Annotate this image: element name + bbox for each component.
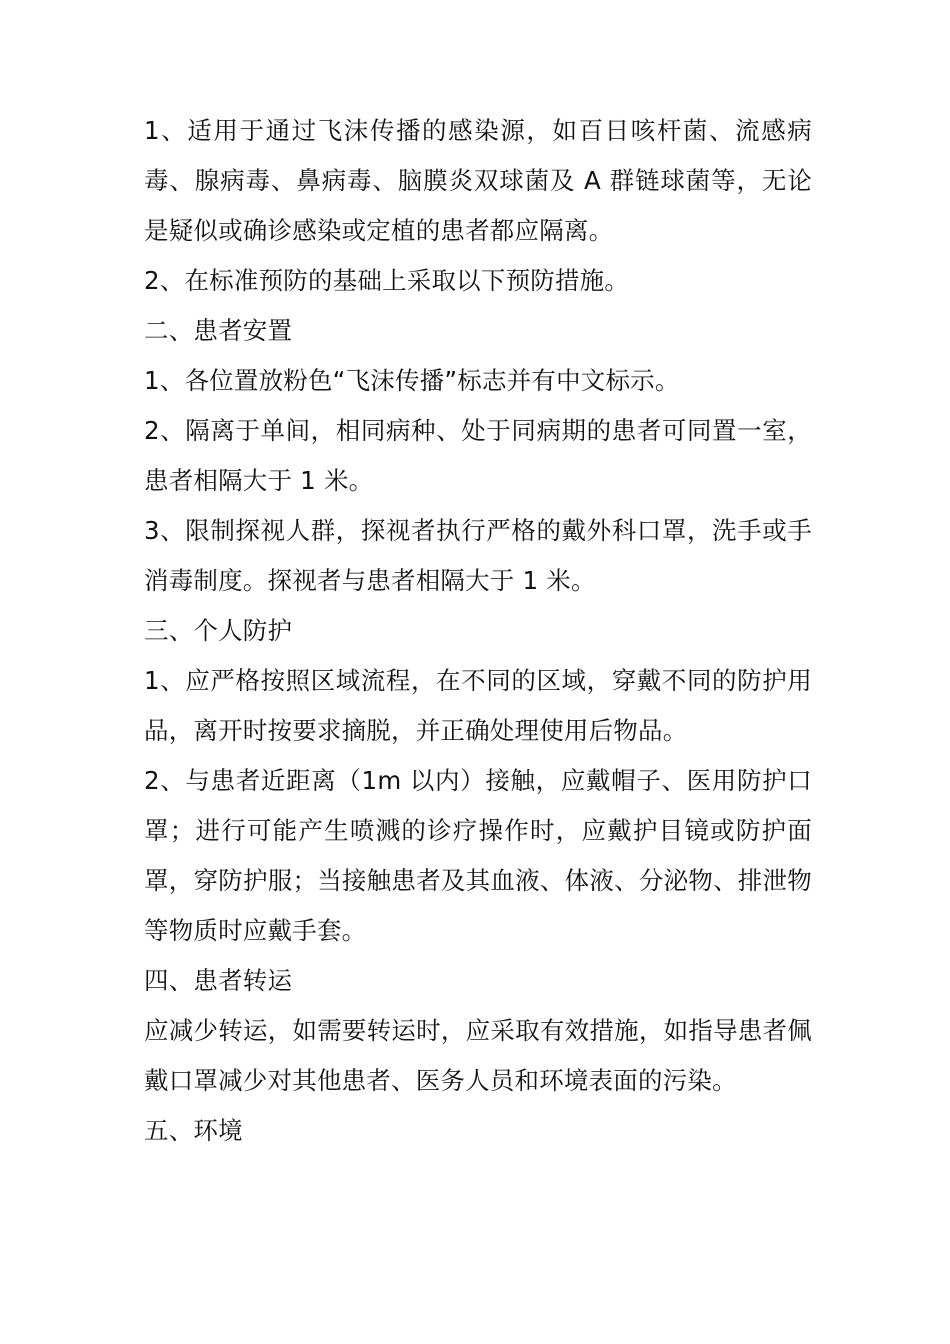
paragraph-visitor-restriction: 3、限制探视人群，探视者执行严格的戴外科口罩，洗手或手消毒制度。探视者与患者相隔大于 1 米。 [144, 516, 812, 595]
paragraph-reduce-transport: 应减少转运，如需要转运时，应采取有效措施，如指导患者佩戴口罩减少对其他患者、医务人员和环境表面的污染。 [144, 1016, 812, 1095]
paragraph-single-room: 2、隔离于单间，相同病种、处于同病期的患者可同置一室，患者相隔大于 1 米。 [144, 416, 812, 495]
section-heading-patient-placement: 二、患者安置 [144, 316, 293, 345]
paragraph-pink-sign: 1、各位置放粉色“飞沫传播”标志并有中文标示。 [144, 366, 680, 395]
document-body [144, 106, 812, 1156]
paragraph-zone-procedure: 1、应严格按照区域流程，在不同的区域，穿戴不同的防护用品，离开时按要求摘脱，并正确处理使用后物品。 [144, 666, 812, 745]
paragraph-droplet-sources: 1、适用于通过飞沫传播的感染源，如百日咳杆菌、流感病毒、腺病毒、鼻病毒、脑膜炎双球菌及 A 群链球菌等，无论是疑似或确诊感染或定植的患者都应隔离。 [144, 116, 812, 245]
section-heading-personal-protection: 三、个人防护 [144, 616, 293, 645]
paragraph-standard-precautions: 2、在标准预防的基础上采取以下预防措施。 [144, 266, 630, 295]
paragraph-close-contact: 2、与患者近距离（1m 以内）接触，应戴帽子、医用防护口罩；进行可能产生喷溅的诊疗操作时，应戴护目镜或防护面罩，穿防护服；当接触患者及其血液、体液、分泌物、排泄物等物质时应戴手套。 [144, 766, 812, 945]
section-heading-environment: 五、环境 [144, 1116, 243, 1145]
section-heading-patient-transport: 四、患者转运 [144, 966, 293, 995]
